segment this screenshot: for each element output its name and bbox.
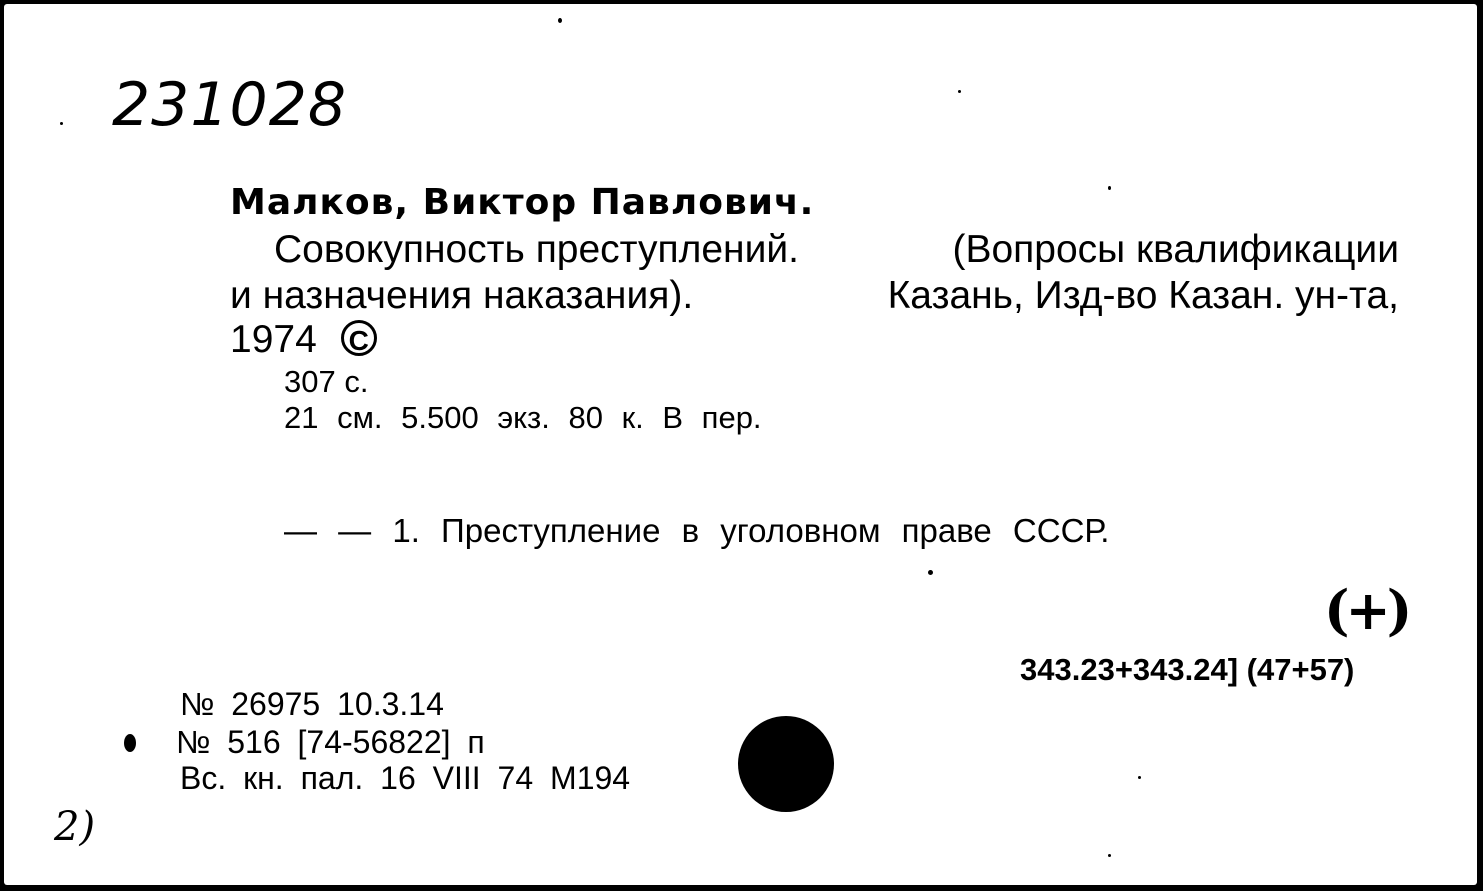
title-subtitle-end: и назначения наказания). [230,274,694,317]
author-heading: Малков, Виктор Павлович. [230,182,815,223]
publication-year-line [230,318,377,362]
ink-speck [958,90,961,93]
ink-speck [60,122,63,125]
bullet-mark [124,734,136,752]
copyright-icon: C [341,320,377,356]
publication-year: 1974 [230,318,317,361]
accession-number: 231028 [112,70,348,140]
marginal-plus-mark: (+) [1324,578,1409,642]
registration-line-2: № 516 [74-56822] п [176,724,485,760]
subject-heading: — — 1. Преступление в уголовном праве СССР. [284,512,1110,549]
title-line-1 [274,228,1399,272]
ink-speck [928,570,933,575]
handwritten-mark: 2) [54,804,96,850]
title-subtitle-start: (Вопросы квалификации [952,228,1399,271]
ink-speck [1138,776,1141,779]
ink-speck [1108,854,1111,857]
registration-line-3: Вс. кн. пал. 16 VIII 74 М194 [180,760,631,796]
punch-hole [738,716,834,812]
registration-line-1: № 26975 10.3.14 [180,686,444,722]
physical-description: 21 см. 5.500 экз. 80 к. В пер. [284,400,762,435]
publisher-info: Казань, Изд-во Казан. ун-та, [887,274,1399,317]
catalog-card [4,4,1477,885]
page-count: 307 с. [284,364,369,399]
title-text: Совокупность преступлений. [274,228,799,271]
title-line-2 [230,274,1399,318]
ink-speck [1108,186,1111,190]
ink-speck [558,18,562,23]
classification-code: 343.23+343.24] (47+57) [1020,652,1355,687]
